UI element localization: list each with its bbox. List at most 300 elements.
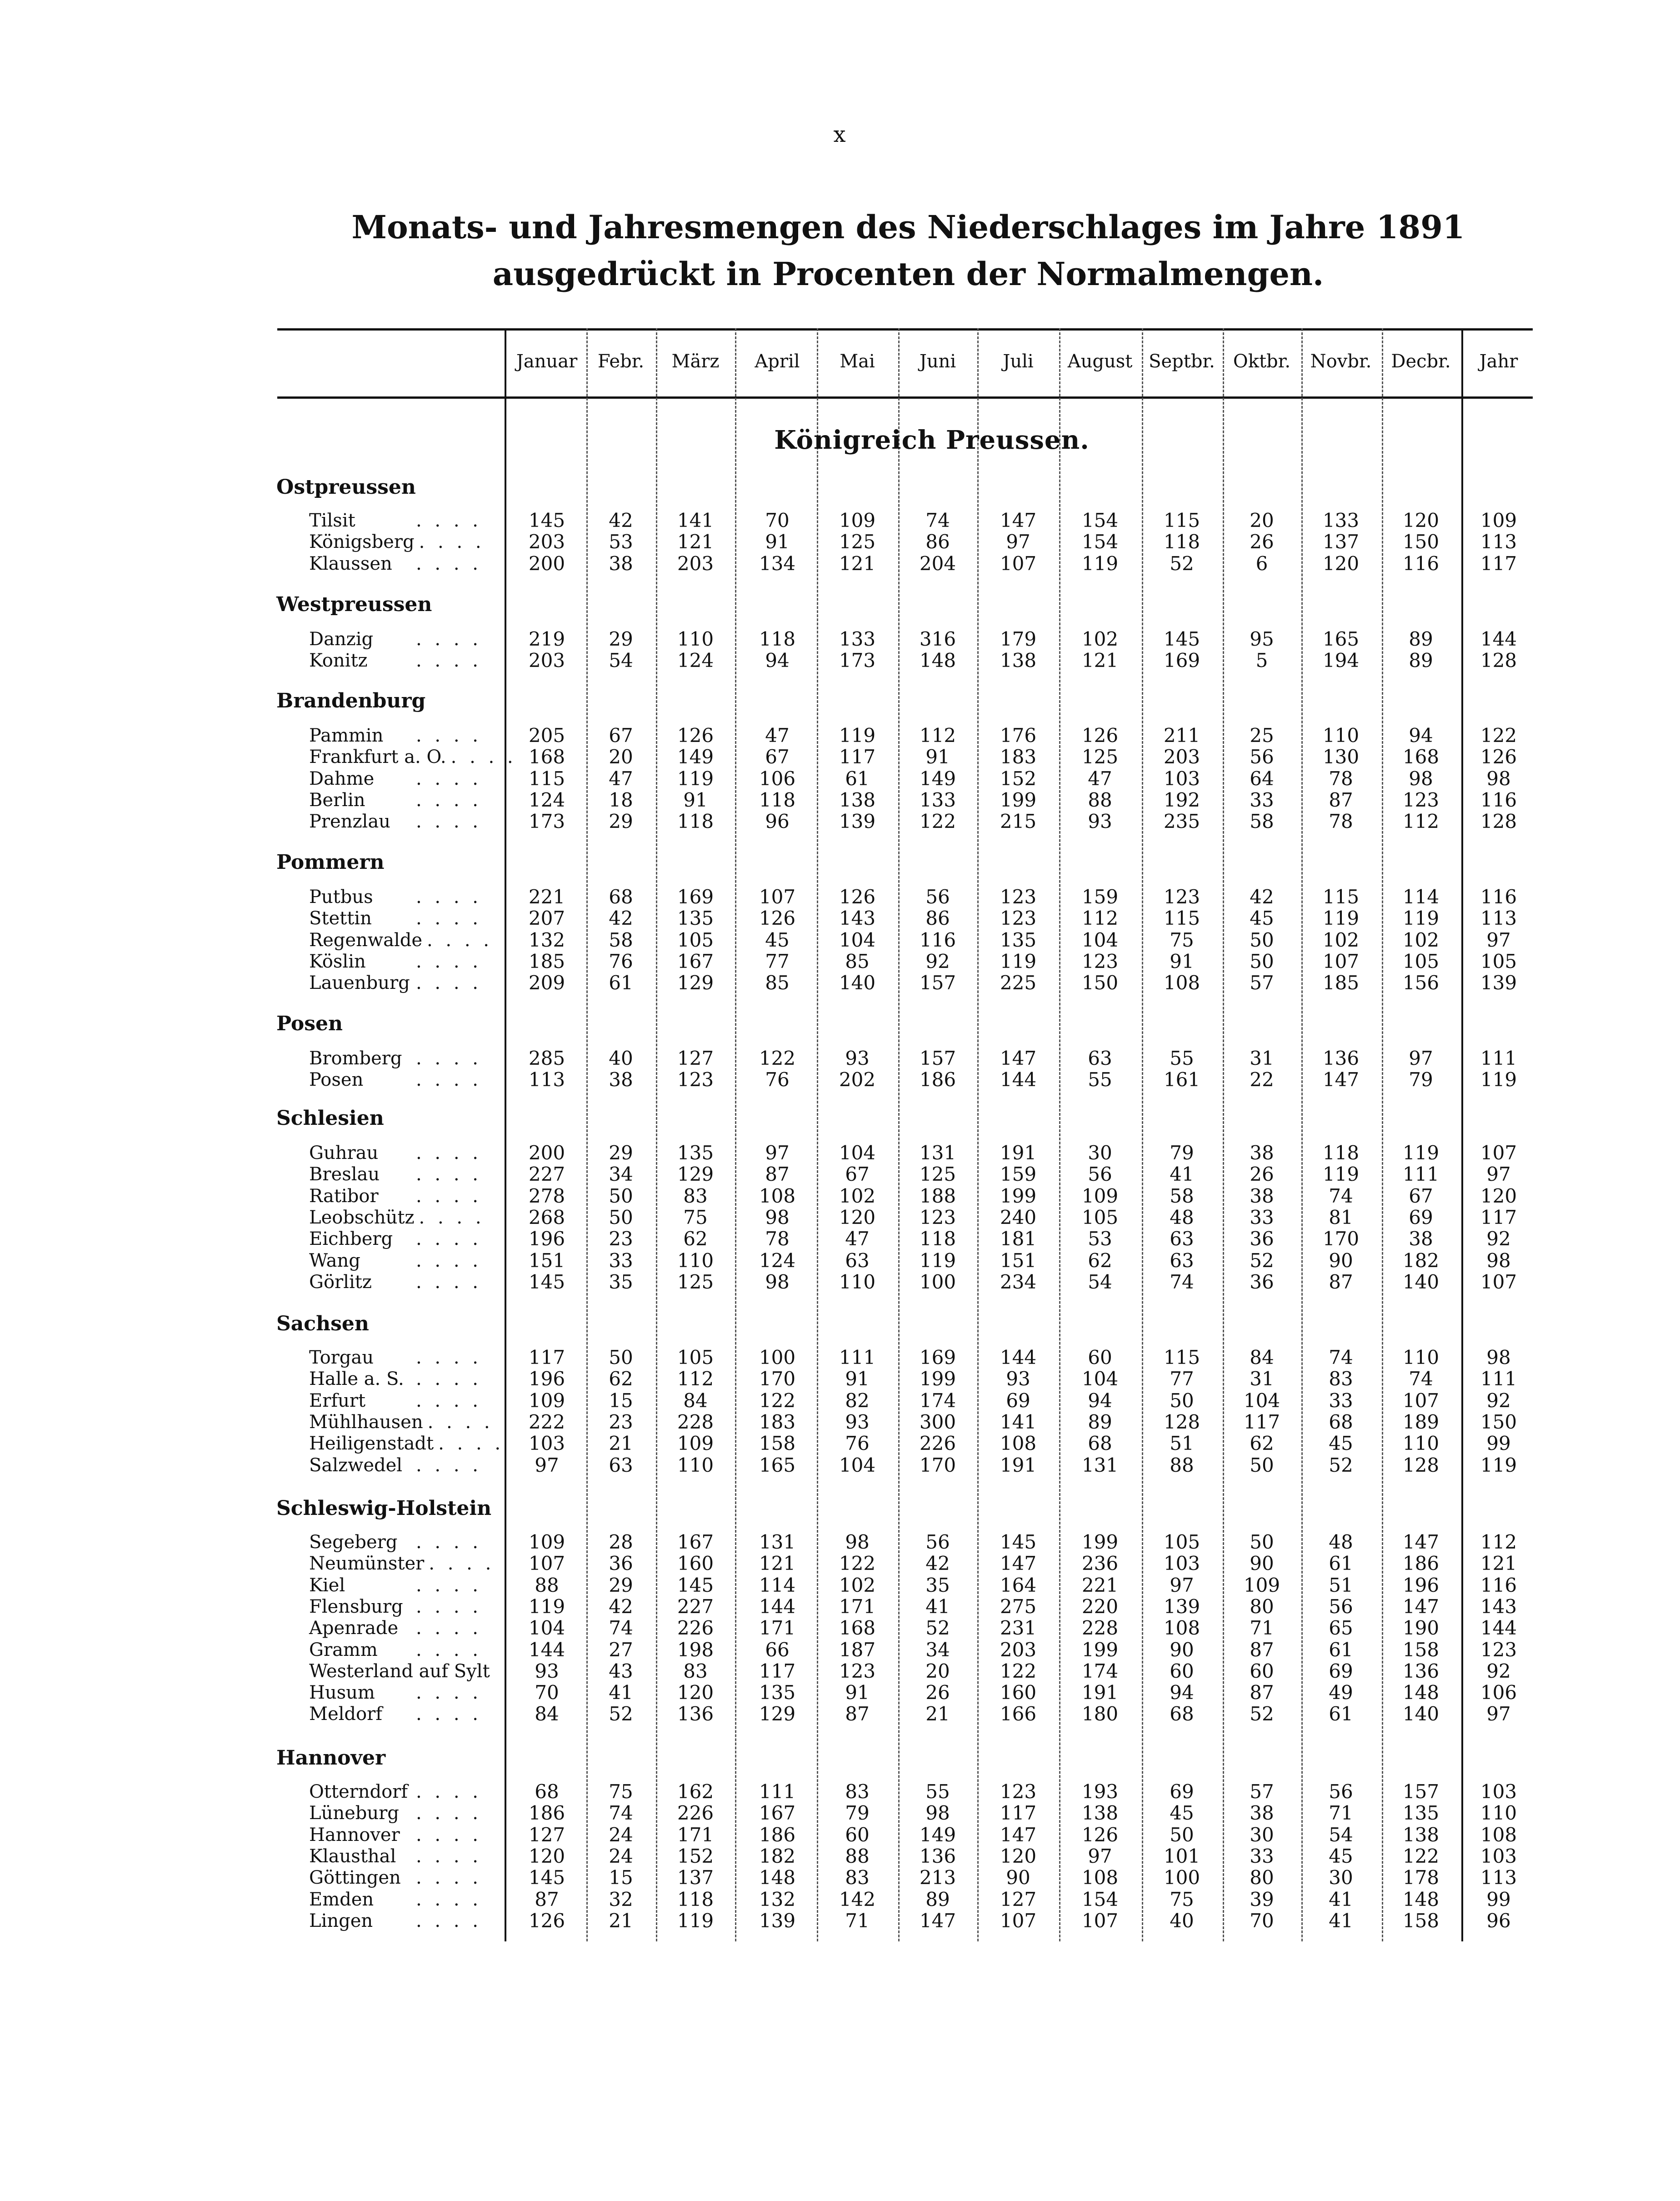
table-cell: 196: [1402, 1574, 1440, 1596]
table-cell: 45: [1250, 907, 1274, 929]
table-cell: 189: [1402, 1411, 1440, 1433]
table-cell: 68: [609, 886, 633, 908]
table-cell: 58: [609, 929, 633, 951]
column-header: August: [1067, 351, 1133, 372]
table-cell: 101: [1163, 1845, 1200, 1867]
station-name: Halle a. S.: [309, 1369, 404, 1389]
table-cell: 126: [1480, 746, 1517, 768]
table-cell: 168: [528, 746, 565, 768]
table-cell: 47: [609, 767, 633, 790]
table-cell: 119: [1081, 552, 1119, 575]
table-cell: 154: [1081, 531, 1119, 553]
table-top-rule: [277, 328, 1533, 331]
table-cell: 122: [759, 1047, 796, 1069]
table-cell: 136: [919, 1845, 956, 1867]
column-header: März: [671, 351, 720, 372]
table-cell: 70: [535, 1681, 559, 1704]
table-cell: 26: [925, 1681, 950, 1704]
table-cell: 188: [919, 1185, 956, 1207]
table-row: [0, 1661, 1680, 1682]
table-cell: 88: [1170, 1454, 1194, 1476]
table-cell: 91: [683, 789, 708, 811]
table-cell: 87: [845, 1703, 870, 1725]
table-cell: 123: [1000, 886, 1037, 908]
table-cell: 107: [1402, 1389, 1440, 1412]
table-cell: 135: [1000, 929, 1037, 951]
station-name: Göttingen: [309, 1867, 401, 1888]
station-name: Salzwedel: [309, 1455, 403, 1476]
dot-leader: . . . .: [415, 1889, 482, 1910]
table-row: [0, 1825, 1680, 1845]
table-cell: 179: [1000, 628, 1037, 650]
station-name: Lingen: [309, 1910, 373, 1931]
table-cell: 54: [1088, 1271, 1112, 1293]
table-cell: 89: [1409, 649, 1433, 672]
table-cell: 35: [925, 1574, 950, 1596]
station-name: Flensburg: [309, 1596, 403, 1617]
table-cell: 48: [1170, 1206, 1194, 1228]
table-cell: 77: [1170, 1368, 1194, 1390]
table-cell: 114: [1402, 886, 1440, 908]
table-row: [0, 908, 1680, 929]
station-name: Tilsit: [309, 510, 355, 531]
table-cell: 135: [1402, 1802, 1440, 1824]
table-row: [0, 1781, 1680, 1802]
table-cell: 69: [1006, 1389, 1030, 1412]
table-cell: 110: [677, 1454, 714, 1476]
table-cell: 158: [1402, 1910, 1440, 1932]
table-cell: 42: [609, 1595, 633, 1618]
table-cell: 128: [1480, 649, 1517, 672]
table-cell: 110: [677, 1249, 714, 1272]
table-cell: 105: [1163, 1531, 1200, 1553]
table-cell: 119: [1480, 1454, 1517, 1476]
table-cell: 56: [925, 1531, 950, 1553]
table-cell: 170: [1322, 1228, 1360, 1250]
table-cell: 157: [1402, 1780, 1440, 1803]
table-cell: 110: [839, 1271, 876, 1293]
table-row: [0, 790, 1680, 811]
table-cell: 202: [839, 1068, 876, 1091]
table-cell: 99: [1486, 1888, 1511, 1910]
table-cell: 134: [759, 552, 796, 575]
table-cell: 120: [1480, 1185, 1517, 1207]
dot-leader: . . . .: [426, 930, 493, 951]
table-cell: 149: [919, 1824, 956, 1846]
table-cell: 204: [919, 552, 956, 575]
table-row: [0, 1889, 1680, 1910]
column-header: Novbr.: [1310, 351, 1372, 372]
table-cell: 93: [845, 1047, 870, 1069]
region-title: Königreich Preussen.: [774, 425, 1090, 455]
table-cell: 28: [609, 1531, 633, 1553]
table-cell: 121: [1081, 649, 1119, 672]
dot-leader: . . . .: [419, 1207, 485, 1228]
table-cell: 192: [1163, 789, 1200, 811]
table-cell: 92: [925, 950, 950, 973]
table-cell: 167: [759, 1802, 796, 1824]
table-cell: 108: [1163, 972, 1200, 994]
table-row: [0, 553, 1680, 574]
dot-leader: . . . .: [415, 1390, 482, 1411]
table-cell: 87: [1329, 1271, 1353, 1293]
table-cell: 135: [677, 907, 714, 929]
table-cell: 168: [839, 1617, 876, 1639]
table-cell: 140: [839, 972, 876, 994]
table-cell: 35: [609, 1271, 633, 1293]
table-cell: 97: [1486, 929, 1511, 951]
table-cell: 50: [609, 1346, 633, 1369]
table-row: [0, 510, 1680, 531]
table-cell: 121: [839, 552, 876, 575]
dot-leader: . . . .: [415, 553, 482, 574]
table-cell: 200: [528, 552, 565, 575]
dot-leader: . . . .: [415, 650, 482, 671]
table-cell: 121: [1480, 1552, 1517, 1574]
table-row: [0, 1532, 1680, 1553]
table-cell: 173: [839, 649, 876, 672]
table-row: [0, 1228, 1680, 1249]
table-cell: 33: [1250, 1845, 1274, 1867]
table-cell: 122: [1480, 724, 1517, 747]
dot-leader: . . . .: [415, 908, 482, 929]
table-cell: 139: [759, 1910, 796, 1932]
table-header-rule: [277, 396, 1533, 399]
table-cell: 215: [1000, 810, 1037, 832]
table-cell: 82: [845, 1389, 870, 1412]
table-cell: 170: [759, 1368, 796, 1390]
dot-leader: . . . .: [415, 811, 482, 832]
table-cell: 105: [677, 1346, 714, 1369]
table-cell: 124: [528, 789, 565, 811]
station-name: Dahme: [309, 768, 375, 789]
table-cell: 108: [759, 1185, 796, 1207]
table-row: [0, 1412, 1680, 1433]
table-cell: 61: [1329, 1639, 1353, 1661]
table-cell: 161: [1163, 1068, 1200, 1091]
table-cell: 117: [1480, 552, 1517, 575]
table-cell: 96: [1486, 1910, 1511, 1932]
table-cell: 47: [765, 724, 790, 747]
table-cell: 21: [609, 1432, 633, 1454]
table-cell: 83: [845, 1780, 870, 1803]
station-name: Westerland auf Sylt: [309, 1661, 490, 1682]
dot-leader: . . . .: [415, 973, 482, 993]
table-cell: 148: [919, 649, 956, 672]
table-cell: 193: [1081, 1780, 1119, 1803]
table-cell: 123: [1163, 886, 1200, 908]
table-cell: 180: [1081, 1703, 1119, 1725]
table-cell: 66: [765, 1639, 790, 1661]
table-cell: 86: [925, 907, 950, 929]
table-cell: 55: [1170, 1047, 1194, 1069]
table-cell: 227: [677, 1595, 714, 1618]
dot-leader: . . . .: [415, 1532, 482, 1553]
table-cell: 275: [1000, 1595, 1037, 1618]
dot-leader: . . . .: [415, 1596, 482, 1617]
table-cell: 145: [1000, 1531, 1037, 1553]
table-cell: 158: [1402, 1639, 1440, 1661]
table-cell: 126: [1081, 1824, 1119, 1846]
table-cell: 174: [1081, 1660, 1119, 1682]
table-row: [0, 1048, 1680, 1069]
table-cell: 119: [1402, 907, 1440, 929]
table-cell: 62: [1250, 1432, 1274, 1454]
table-cell: 107: [1000, 552, 1037, 575]
table-cell: 50: [1250, 1454, 1274, 1476]
dot-leader: . . . .: [415, 629, 482, 650]
table-cell: 87: [1250, 1639, 1274, 1661]
table-cell: 79: [1170, 1142, 1194, 1164]
table-cell: 21: [925, 1703, 950, 1725]
table-cell: 185: [1322, 972, 1360, 994]
table-cell: 112: [1480, 1531, 1517, 1553]
table-cell: 228: [677, 1411, 714, 1433]
table-cell: 144: [759, 1595, 796, 1618]
table-cell: 107: [1480, 1142, 1517, 1164]
table-cell: 38: [1250, 1802, 1274, 1824]
table-cell: 165: [1322, 628, 1360, 650]
table-cell: 149: [677, 746, 714, 768]
table-cell: 109: [1081, 1185, 1119, 1207]
table-cell: 126: [839, 886, 876, 908]
table-cell: 126: [528, 1910, 565, 1932]
table-cell: 198: [677, 1639, 714, 1661]
table-cell: 105: [1402, 950, 1440, 973]
table-cell: 171: [677, 1824, 714, 1846]
table-cell: 118: [759, 789, 796, 811]
table-cell: 148: [1402, 1888, 1440, 1910]
table-cell: 147: [1402, 1595, 1440, 1618]
table-cell: 128: [1163, 1411, 1200, 1433]
table-cell: 91: [765, 531, 790, 553]
table-cell: 191: [1000, 1454, 1037, 1476]
table-cell: 26: [1250, 1163, 1274, 1185]
table-cell: 112: [677, 1368, 714, 1390]
table-cell: 182: [759, 1845, 796, 1867]
table-cell: 89: [925, 1888, 950, 1910]
table-cell: 61: [1329, 1703, 1353, 1725]
table-cell: 133: [1322, 509, 1360, 531]
table-cell: 40: [1170, 1910, 1194, 1932]
table-cell: 45: [1329, 1845, 1353, 1867]
table-cell: 112: [919, 724, 956, 747]
table-cell: 115: [1163, 1346, 1200, 1369]
table-cell: 169: [677, 886, 714, 908]
table-cell: 70: [765, 509, 790, 531]
table-cell: 152: [1000, 767, 1037, 790]
table-cell: 135: [677, 1142, 714, 1164]
station-name: Breslau: [309, 1164, 380, 1185]
table-cell: 169: [919, 1346, 956, 1369]
table-cell: 67: [765, 746, 790, 768]
table-cell: 41: [1170, 1163, 1194, 1185]
table-cell: 75: [683, 1206, 708, 1228]
table-cell: 104: [528, 1617, 565, 1639]
table-cell: 125: [839, 531, 876, 553]
table-cell: 145: [528, 1271, 565, 1293]
dot-leader: . . . .: [415, 887, 482, 907]
dot-leader: . . . .: [415, 1846, 482, 1867]
table-cell: 103: [528, 1432, 565, 1454]
table-cell: 108: [1163, 1617, 1200, 1639]
table-cell: 93: [1006, 1368, 1030, 1390]
table-cell: 268: [528, 1206, 565, 1228]
column-header: Septbr.: [1149, 351, 1215, 372]
table-cell: 57: [1250, 972, 1274, 994]
table-row: [0, 1347, 1680, 1368]
table-cell: 97: [765, 1142, 790, 1164]
table-cell: 128: [1480, 810, 1517, 832]
table-row: [0, 1164, 1680, 1185]
table-cell: 236: [1081, 1552, 1119, 1574]
table-cell: 88: [535, 1574, 559, 1596]
section-heading: Posen: [276, 1012, 343, 1035]
table-cell: 154: [1081, 1888, 1119, 1910]
station-name: Kiel: [309, 1575, 345, 1596]
table-cell: 31: [1250, 1368, 1274, 1390]
table-cell: 166: [1000, 1703, 1037, 1725]
table-cell: 120: [1402, 509, 1440, 531]
section-heading: Westpreussen: [276, 593, 432, 616]
table-cell: 91: [925, 746, 950, 768]
table-cell: 150: [1480, 1411, 1517, 1433]
table-cell: 50: [609, 1185, 633, 1207]
table-cell: 119: [1322, 1163, 1360, 1185]
table-cell: 138: [1081, 1802, 1119, 1824]
table-cell: 278: [528, 1185, 565, 1207]
table-cell: 90: [1170, 1639, 1194, 1661]
column-header: Febr.: [597, 351, 645, 372]
table-cell: 92: [1486, 1660, 1511, 1682]
table-cell: 159: [1000, 1163, 1037, 1185]
table-cell: 108: [1000, 1432, 1037, 1454]
table-cell: 41: [609, 1681, 633, 1704]
table-cell: 104: [1243, 1389, 1280, 1412]
table-cell: 52: [609, 1703, 633, 1725]
table-cell: 119: [1480, 1068, 1517, 1091]
table-cell: 83: [1329, 1368, 1353, 1390]
table-cell: 56: [1250, 746, 1274, 768]
table-row: [0, 1250, 1680, 1271]
table-cell: 118: [677, 1888, 714, 1910]
table-cell: 120: [677, 1681, 714, 1704]
table-cell: 118: [677, 810, 714, 832]
table-cell: 111: [1402, 1163, 1440, 1185]
table-row: [0, 1639, 1680, 1660]
table-cell: 54: [609, 649, 633, 672]
table-cell: 167: [677, 1531, 714, 1553]
table-cell: 15: [609, 1389, 633, 1412]
table-cell: 60: [845, 1824, 870, 1846]
table-cell: 123: [839, 1660, 876, 1682]
table-cell: 133: [839, 628, 876, 650]
table-cell: 22: [1250, 1068, 1274, 1091]
column-header: Oktbr.: [1233, 351, 1291, 372]
station-name: Heiligenstadt: [309, 1433, 434, 1454]
table-cell: 186: [919, 1068, 956, 1091]
table-cell: 207: [528, 907, 565, 929]
table-cell: 165: [759, 1454, 796, 1476]
table-cell: 316: [919, 628, 956, 650]
table-cell: 226: [677, 1802, 714, 1824]
table-cell: 111: [1480, 1368, 1517, 1390]
table-row: [0, 1704, 1680, 1725]
table-cell: 56: [1329, 1780, 1353, 1803]
table-cell: 78: [765, 1228, 790, 1250]
table-cell: 74: [1329, 1185, 1353, 1207]
table-cell: 150: [1081, 972, 1119, 994]
table-cell: 56: [925, 886, 950, 908]
table-cell: 62: [609, 1368, 633, 1390]
table-cell: 97: [1409, 1047, 1433, 1069]
table-cell: 128: [1402, 1454, 1440, 1476]
section-heading: Hannover: [276, 1746, 386, 1770]
table-row: [0, 1846, 1680, 1867]
station-name: Posen: [309, 1069, 364, 1090]
table-cell: 221: [1081, 1574, 1119, 1596]
station-name: Wang: [309, 1250, 360, 1271]
table-cell: 97: [1006, 531, 1030, 553]
dot-leader: . . . .: [415, 1704, 482, 1725]
table-cell: 121: [759, 1552, 796, 1574]
table-cell: 36: [1250, 1228, 1274, 1250]
table-cell: 38: [1250, 1142, 1274, 1164]
dot-leader: . . . .: [415, 1575, 482, 1596]
table-cell: 25: [1250, 724, 1274, 747]
table-cell: 115: [1163, 509, 1200, 531]
table-row: [0, 747, 1680, 767]
table-cell: 107: [1480, 1271, 1517, 1293]
table-cell: 24: [609, 1824, 633, 1846]
table-cell: 97: [1170, 1574, 1194, 1596]
table-cell: 83: [683, 1660, 708, 1682]
station-name: Husum: [309, 1682, 375, 1703]
table-cell: 240: [1000, 1206, 1037, 1228]
station-name: Apenrade: [309, 1618, 399, 1639]
table-cell: 168: [1402, 746, 1440, 768]
table-cell: 203: [1163, 746, 1200, 768]
dot-leader: . . . .: [415, 1143, 482, 1163]
section-heading: Schleswig-Holstein: [276, 1497, 492, 1520]
dot-leader: . . . .: [415, 951, 482, 972]
table-cell: 176: [1000, 724, 1037, 747]
table-cell: 111: [1480, 1047, 1517, 1069]
section-heading: Schlesien: [276, 1107, 384, 1130]
table-cell: 147: [1000, 1047, 1037, 1069]
table-cell: 185: [528, 950, 565, 973]
table-cell: 108: [1081, 1866, 1119, 1889]
table-cell: 115: [528, 767, 565, 790]
table-cell: 151: [528, 1249, 565, 1272]
table-cell: 45: [765, 929, 790, 951]
table-cell: 60: [1170, 1660, 1194, 1682]
table-cell: 154: [1081, 509, 1119, 531]
table-cell: 126: [759, 907, 796, 929]
table-cell: 191: [1081, 1681, 1119, 1704]
table-cell: 79: [845, 1802, 870, 1824]
table-cell: 92: [1486, 1228, 1511, 1250]
station-name: Erfurt: [309, 1390, 366, 1411]
table-cell: 76: [845, 1432, 870, 1454]
table-row: [0, 1433, 1680, 1454]
table-cell: 147: [1000, 1552, 1037, 1574]
table-cell: 122: [1000, 1660, 1037, 1682]
table-cell: 45: [1170, 1802, 1194, 1824]
station-name: Leobschütz: [309, 1207, 415, 1228]
table-cell: 112: [1402, 810, 1440, 832]
table-cell: 29: [609, 810, 633, 832]
